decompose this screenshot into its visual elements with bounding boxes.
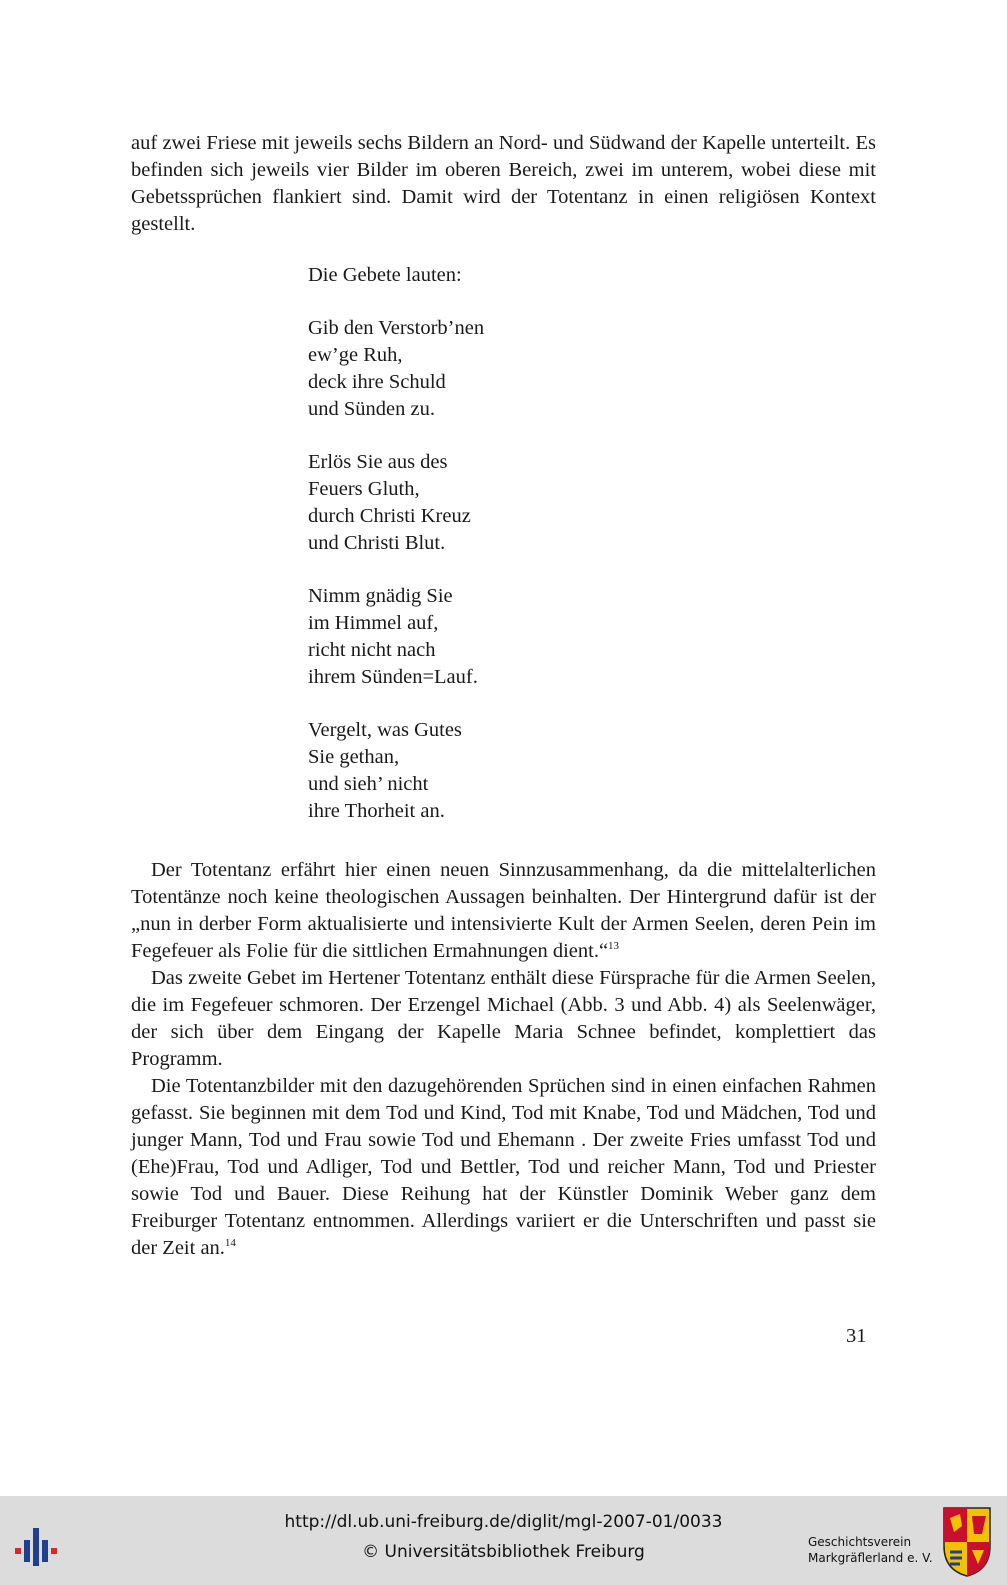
poem-line: richt nicht nach: [308, 639, 436, 661]
footer-bar: [0, 1496, 1007, 1585]
poem-stanza: [308, 315, 484, 423]
poem-stanza: [308, 583, 484, 691]
poem-line: Sie gethan,: [308, 746, 400, 768]
poem-line: im Himmel auf,: [308, 612, 439, 634]
poem-line: und sieh’ nicht: [308, 773, 429, 795]
footer-url-link[interactable]: http://dl.ub.uni-freiburg.de/diglit/mgl-2007-01/0033: [284, 1512, 723, 1532]
body-text: [131, 857, 876, 1262]
footer-copyright: © Universitätsbibliothek Freiburg: [362, 1542, 645, 1562]
poem-line: ihrem Sünden=Lauf.: [308, 666, 478, 688]
poem-line: Vergelt, was Gutes: [308, 719, 462, 741]
poem-line: Erlös Sie aus des: [308, 451, 448, 473]
footnote-ref: 14: [224, 1237, 236, 1249]
poem-line: und Christi Blut.: [308, 532, 446, 554]
footnote-ref: 13: [608, 940, 620, 952]
poem-stanza: [308, 717, 484, 825]
paragraph-4-text: Die Totentanzbilder mit den dazugehörenden Sprüchen sind in einen einfachen Rahmen gefasst. Sie beginnen mit dem Tod und Kind, Tod mit Knabe, Tod und Mädchen, Tod und junger Mann, Tod und Frau sowie Tod und Ehemann . Der zweite Fries umfasst Tod und (Ehe)Frau, Tod und Adliger, Tod und Bettler, Tod und reicher Mann, Tod und Priester sowie Tod und Bauer. Diese Reihung hat der Künstler Dominik Weber ganz dem Freiburger Totentanz entnommen. Allerdings variiert er die Unterschriften und passt sie der Zeit an.: [131, 1075, 876, 1259]
paragraph-3: Das zweite Gebet im Hertener Totentanz enthält diese Fürsprache für die Armen Seelen, die im Fegefeuer schmoren. Der Erzengel Michael (Abb. 3 und Abb. 4) als Seelenwäger, der sich über dem Eingang der Kapelle Maria Schnee befindet, komplettiert das Programm.: [131, 967, 876, 1070]
poem-line: Gib den Verstorb’nen: [308, 317, 485, 339]
poem-line: Feuers Gluth,: [308, 478, 420, 500]
poem-line: deck ihre Schuld: [308, 371, 446, 393]
poem-line: Nimm gnädig Sie: [308, 585, 453, 607]
poem-intro: Die Gebete lauten:: [308, 264, 462, 286]
poem-line: durch Christi Kreuz: [308, 505, 471, 527]
coat-of-arms-icon: [942, 1506, 992, 1578]
footer-organization: [808, 1534, 933, 1566]
org-line-1: Geschichtsverein: [808, 1535, 912, 1549]
paragraph-1: auf zwei Friese mit jeweils sechs Bildern an Nord- und Südwand der Kapelle unterteilt. Es befinden sich jeweils vier Bilder im oberen Bereich, zwei im unterem, wobei diese mit Gebetssprüchen flankiert sind. Damit wird der Totentanz in einen religiösen Kontext gestellt.: [131, 132, 876, 235]
paragraph-2-text: Der Totentanz erfährt hier einen neuen Sinnzusammenhang, da die mittelalterlichen Totentänze noch keine theologischen Aussagen beinhalten. Der Hintergrund dafür ist der „nun in derber Form aktualisierte und intensivierte Kult der Armen Seelen, deren Pein im Fegefeuer als Folie für die sittlichen Ermahnungen dient.“: [131, 859, 876, 962]
prayer-poem: [308, 262, 484, 851]
page-number: 31: [846, 1325, 867, 1347]
paragraph-2: [131, 857, 876, 965]
poem-stanza: [308, 449, 484, 557]
org-line-2: Markgräflerland e. V.: [808, 1551, 933, 1565]
paragraph-4: [131, 1073, 876, 1262]
poem-line: ew’ge Ruh,: [308, 344, 403, 366]
poem-line: ihre Thorheit an.: [308, 800, 445, 822]
poem-line: und Sünden zu.: [308, 398, 435, 420]
